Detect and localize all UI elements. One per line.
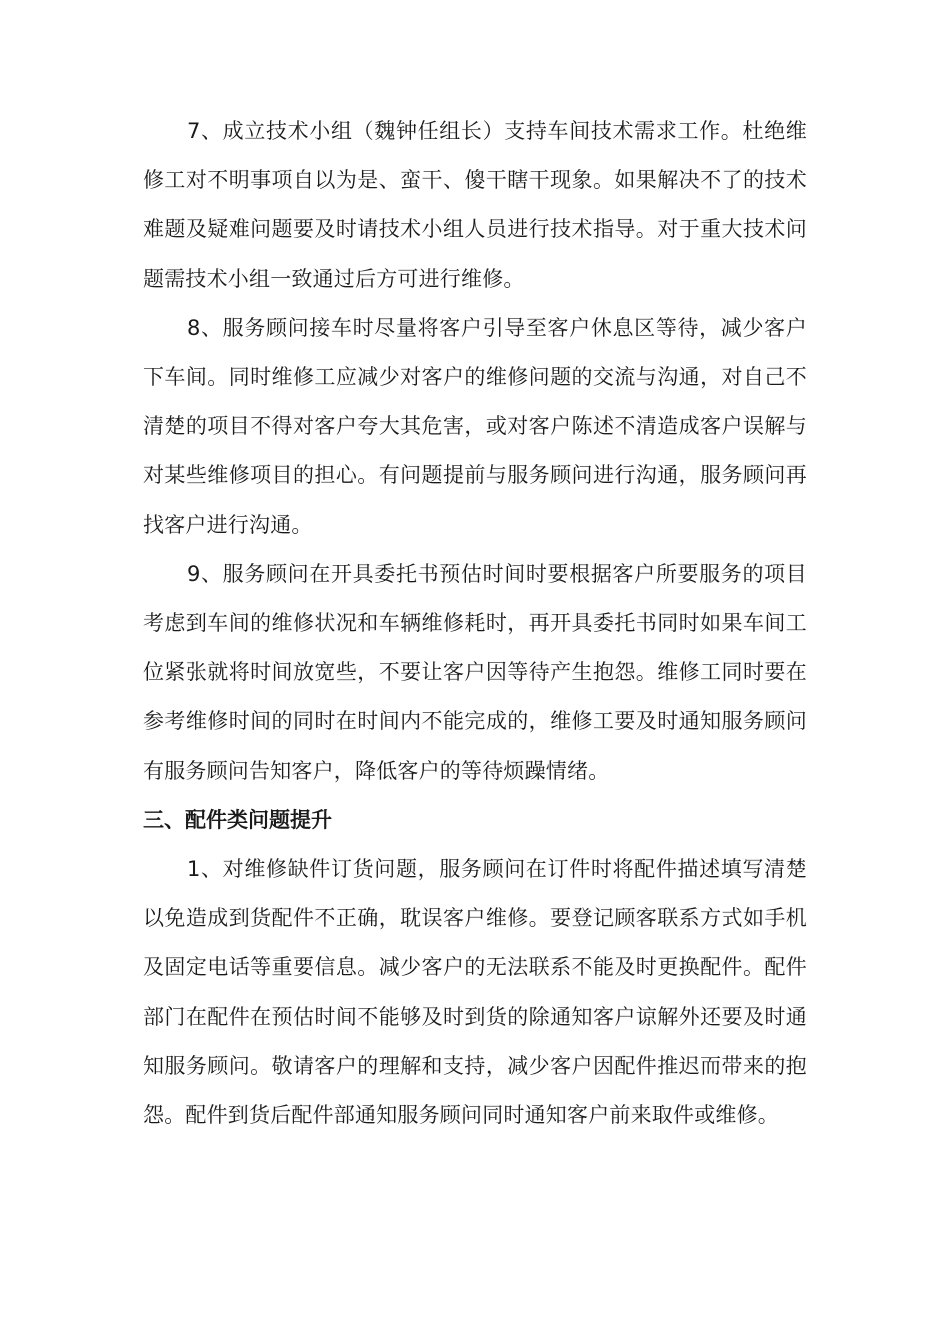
section-heading: 三、配件类问题提升 — [143, 807, 332, 832]
document-body — [143, 107, 807, 1140]
paragraph-item-7: 7、成立技术小组（魏钟任组长）支持车间技术需求工作。杜绝维修工对不明事项自以为是、蛮干、傻干瞎干现象。如果解决不了的技术难题及疑难问题要及时请技术小组人员进行技术指导。对于重大技术问题需技术小组一致通过后方可进行维修。 — [143, 119, 807, 291]
paragraph-item-9: 9、服务顾问在开具委托书预估时间时要根据客户所要服务的项目考虑到车间的维修状况和车辆维修耗时，再开具委托书同时如果车间工位紧张就将时间放宽些，不要让客户因等待产生抱怨。维修工同时要在参考维修时间的同时在时间内不能完成的，维修工要及时通知服务顾问有服务顾问告知客户，降低客户的等待烦躁情绪。 — [143, 561, 807, 783]
paragraph-item-8: 8、服务顾问接车时尽量将客户引导至客户休息区等待，减少客户下车间。同时维修工应减少对客户的维修问题的交流与沟通，对自己不清楚的项目不得对客户夸大其危害，或对客户陈述不清造成客户误解与对某些维修项目的担心。有问题提前与服务顾问进行沟通，服务顾问再找客户进行沟通。 — [143, 315, 807, 537]
paragraph-parts-item-1: 1、对维修缺件订货问题，服务顾问在订件时将配件描述填写清楚以免造成到货配件不正确，耽误客户维修。要登记顾客联系方式如手机及固定电话等重要信息。减少客户的无法联系不能及时更换配件。配件部门在配件在预估时间不能够及时到货的除通知客户谅解外还要及时通知服务顾问。敬请客户的理解和支持，减少客户因配件推迟而带来的抱怨。配件到货后配件部通知服务顾问同时通知客户前来取件或维修。 — [143, 857, 807, 1128]
